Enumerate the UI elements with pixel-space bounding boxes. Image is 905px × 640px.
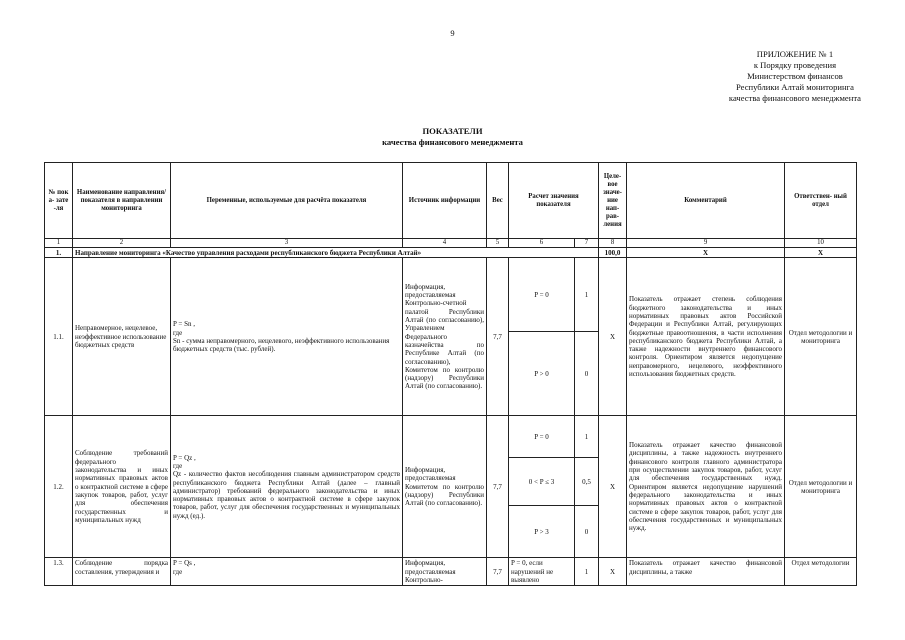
row-formula: P = Sn , bbox=[173, 320, 195, 329]
row-comment: Показатель отражает степень соблюдения бюджетного законодательства и иных нормативных правовых актов Российской Федерации и Республики Алтай, регулирующих бюджетные правоотношения, в части исполнения республиканского бюджета Республики Алтай, а также надежности внутреннего финансового контроля. Ориентиром является недопущение неправомерного, нецелевого, неэффективного использования бюджетных средств. bbox=[627, 258, 785, 416]
row-weight: 7,7 bbox=[487, 258, 509, 416]
col-header: Расчет значения показателя bbox=[509, 163, 599, 239]
section-title: Направление мониторинга «Качество управления расходами республиканского бюджета Республики Алтай» bbox=[73, 248, 599, 258]
row-condition: P = 0 bbox=[509, 258, 575, 332]
appendix-line: Министерством финансов bbox=[747, 71, 843, 81]
row-condition: P > 3 bbox=[509, 506, 575, 558]
indicators-table bbox=[44, 162, 857, 586]
appendix-line: ПРИЛОЖЕНИЕ № 1 bbox=[756, 49, 834, 59]
row-name: Соблюдение порядка составления, утверждения и bbox=[73, 558, 171, 586]
col-header: Комментарий bbox=[627, 163, 785, 239]
row-source: Информация, предоставляемая Контрольно- bbox=[403, 558, 487, 586]
header-row bbox=[45, 163, 857, 239]
row-where: где bbox=[173, 567, 183, 576]
row-target: X bbox=[599, 558, 627, 586]
appendix-block bbox=[729, 49, 861, 104]
col-header: Переменные, используемые для расчёта показателя bbox=[171, 163, 403, 239]
col-number: 5 bbox=[487, 239, 509, 248]
row-where: где bbox=[173, 461, 183, 470]
row-description: Qz - количество фактов несоблюдения главным администратором средств республиканского бюджета Республики Алтай (далее – главный администратор) требований федерального законодательства и иных нормативных правовых актов о контрактной системе в сфере закупок товаров, работ, услуг для обеспечения государственных и муниципальных нужд (ед.). bbox=[173, 470, 400, 520]
row-number: 1.1. bbox=[45, 258, 73, 416]
row-value: 1 bbox=[575, 416, 599, 458]
section-target: 100,0 bbox=[599, 248, 627, 258]
document-title bbox=[0, 126, 905, 148]
page-number: 9 bbox=[450, 28, 455, 38]
col-header: Вес bbox=[487, 163, 509, 239]
col-number: 1 bbox=[45, 239, 73, 248]
row-name: Неправомерное, нецелевое, неэффективное использование бюджетных средств bbox=[73, 258, 171, 416]
appendix-line: к Порядку проведения bbox=[753, 60, 837, 70]
col-number: 2 bbox=[73, 239, 171, 248]
row-variables bbox=[171, 258, 403, 416]
title-sub: качества финансового менеджмента bbox=[382, 137, 523, 147]
section-comment: X bbox=[627, 248, 785, 258]
col-header: Наименование направления/ показателя в направлении мониторинга bbox=[73, 163, 171, 239]
row-where: где bbox=[173, 328, 183, 337]
column-numbers-row bbox=[45, 239, 857, 248]
appendix-line: Республики Алтай мониторинга bbox=[736, 82, 854, 92]
row-department: Отдел методологии и мониторинга bbox=[785, 258, 857, 416]
section-row bbox=[45, 248, 857, 258]
row-description: Sn - сумма неправомерного, нецелевого, неэффективного использования бюджетных средств (тыс. рублей). bbox=[173, 336, 390, 354]
row-value: 0 bbox=[575, 332, 599, 416]
col-number: 4 bbox=[403, 239, 487, 248]
col-header: Источник информации bbox=[403, 163, 487, 239]
table-row bbox=[45, 416, 857, 458]
col-number: 8 bbox=[599, 239, 627, 248]
row-department: Отдел методологии bbox=[785, 558, 857, 586]
col-number: 7 bbox=[575, 239, 599, 248]
row-comment: Показатель отражает качество финансовой дисциплины, а также bbox=[627, 558, 785, 586]
appendix-line: качества финансового менеджмента bbox=[728, 93, 861, 103]
col-header: Ответствен- ный отдел bbox=[785, 163, 857, 239]
row-condition: P = 0, если нарушений не выявлено bbox=[509, 558, 575, 586]
col-number: 6 bbox=[509, 239, 575, 248]
row-condition: 0 < P ≤ 3 bbox=[509, 458, 575, 506]
row-target: X bbox=[599, 258, 627, 416]
title-main: ПОКАЗАТЕЛИ bbox=[422, 126, 483, 136]
row-formula: P = Qs , bbox=[173, 559, 196, 568]
col-number: 9 bbox=[627, 239, 785, 248]
row-source: Информация, предоставляемая Контрольно-счетной палатой Республики Алтай (по согласованию), Управлением Федерального казначейства по Республике Алтай (по согласованию), Комитетом по контролю (надзору) Республики Алтай (по согласованию). bbox=[403, 258, 487, 416]
col-header: Целе- вое значе- ние нап- рав- ления bbox=[599, 163, 627, 239]
row-condition: P > 0 bbox=[509, 332, 575, 416]
row-department: Отдел методологии и мониторинга bbox=[785, 416, 857, 558]
row-weight: 7,7 bbox=[487, 558, 509, 586]
section-number: 1. bbox=[45, 248, 73, 258]
table-row bbox=[45, 558, 857, 586]
table-row bbox=[45, 258, 857, 332]
row-value: 0,5 bbox=[575, 458, 599, 506]
row-comment: Показатель отражает качество финансовой дисциплины, а также надежность внутреннего финансового контроля главного администратора при осуществлении закупок товаров, работ, услуг для обеспечения государственных нужд. Ориентиром является недопущение нарушений федерального законодательства и иных нормативных правовых актов о контрактной системе в сфере закупок товаров, работ, услуг для обеспечения государственных и муниципальных нужд. bbox=[627, 416, 785, 558]
row-formula: P = Qz , bbox=[173, 453, 196, 462]
row-number: 1.3. bbox=[45, 558, 73, 586]
row-value: 0 bbox=[575, 506, 599, 558]
row-variables bbox=[171, 416, 403, 558]
col-number: 10 bbox=[785, 239, 857, 248]
row-condition: P = 0 bbox=[509, 416, 575, 458]
row-number: 1.2. bbox=[45, 416, 73, 558]
col-number: 3 bbox=[171, 239, 403, 248]
row-variables bbox=[171, 558, 403, 586]
row-target: X bbox=[599, 416, 627, 558]
row-name: Соблюдение требований федерального законодательства и иных нормативных правовых актов о контрактной системе в сфере закупок товаров, работ, услуг для обеспечения государственных и муниципальных нужд bbox=[73, 416, 171, 558]
row-source: Информация, предоставляемая Комитетом по контролю (надзору) Республики Алтай (по согласованию). bbox=[403, 416, 487, 558]
row-value: 1 bbox=[575, 558, 599, 586]
row-value: 1 bbox=[575, 258, 599, 332]
section-department: X bbox=[785, 248, 857, 258]
col-header: № пок а- зате -ля bbox=[45, 163, 73, 239]
row-weight: 7,7 bbox=[487, 416, 509, 558]
